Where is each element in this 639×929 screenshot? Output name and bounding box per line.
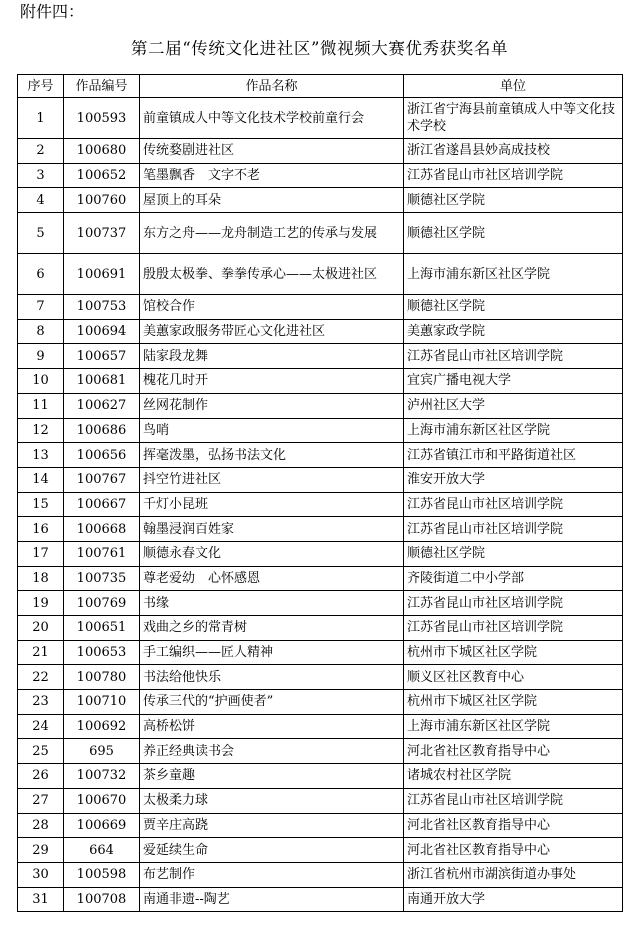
cell-index: 1 bbox=[18, 98, 64, 139]
cell-index: 23 bbox=[18, 690, 64, 715]
cell-unit: 杭州市下城区社区学院 bbox=[404, 690, 623, 715]
cell-unit: 上海市浦东新区社区学院 bbox=[404, 714, 623, 739]
cell-index: 31 bbox=[18, 887, 64, 912]
cell-work-name: 书法给他快乐 bbox=[140, 665, 404, 690]
cell-unit: 浙江省遂昌县妙高成技校 bbox=[404, 139, 623, 164]
cell-index: 10 bbox=[18, 369, 64, 394]
cell-unit: 顺德社区学院 bbox=[404, 541, 623, 566]
cell-index: 20 bbox=[18, 616, 64, 641]
cell-unit: 江苏省镇江市和平路街道社区 bbox=[404, 443, 623, 468]
table-row bbox=[18, 665, 623, 690]
cell-work-name: 陆家段龙舞 bbox=[140, 344, 404, 369]
table-row bbox=[18, 492, 623, 517]
cell-work-code: 100735 bbox=[64, 566, 140, 591]
header-work-name: 作品名称 bbox=[140, 75, 404, 98]
table-row bbox=[18, 393, 623, 418]
cell-index: 19 bbox=[18, 591, 64, 616]
cell-work-code: 100780 bbox=[64, 665, 140, 690]
cell-index: 29 bbox=[18, 838, 64, 863]
cell-unit: 顺义区社区教育中心 bbox=[404, 665, 623, 690]
cell-work-code: 100732 bbox=[64, 764, 140, 789]
cell-index: 8 bbox=[18, 319, 64, 344]
cell-index: 13 bbox=[18, 443, 64, 468]
cell-index: 15 bbox=[18, 492, 64, 517]
cell-work-name: 尊老爱幼 心怀感恩 bbox=[140, 566, 404, 591]
cell-work-name: 殷殷太极拳、拳拳传承心——太极进社区 bbox=[140, 254, 404, 295]
cell-work-name: 爱延续生命 bbox=[140, 838, 404, 863]
cell-index: 26 bbox=[18, 764, 64, 789]
cell-unit: 河北省社区教育指导中心 bbox=[404, 813, 623, 838]
table-body bbox=[18, 98, 623, 912]
cell-index: 3 bbox=[18, 163, 64, 188]
cell-unit: 淮安开放大学 bbox=[404, 467, 623, 492]
cell-index: 16 bbox=[18, 517, 64, 542]
cell-work-name: 传承三代的“护画使者” bbox=[140, 690, 404, 715]
cell-work-code: 100668 bbox=[64, 517, 140, 542]
table-row bbox=[18, 163, 623, 188]
cell-unit: 顺德社区学院 bbox=[404, 213, 623, 254]
cell-unit: 江苏省昆山市社区培训学院 bbox=[404, 163, 623, 188]
cell-work-name: 屋顶上的耳朵 bbox=[140, 188, 404, 213]
header-work-code: 作品编号 bbox=[64, 75, 140, 98]
cell-unit: 顺德社区学院 bbox=[404, 188, 623, 213]
document-title: 第二届“传统文化进社区”微视频大赛优秀获奖名单 bbox=[130, 39, 509, 58]
cell-unit: 浙江省杭州市湖滨街道办事处 bbox=[404, 862, 623, 887]
table-row bbox=[18, 254, 623, 295]
cell-work-code: 100691 bbox=[64, 254, 140, 295]
table-row bbox=[18, 213, 623, 254]
awards-table bbox=[17, 74, 623, 912]
attachment-label: 附件四： bbox=[20, 2, 85, 21]
table-row bbox=[18, 541, 623, 566]
cell-index: 12 bbox=[18, 418, 64, 443]
cell-work-name: 东方之舟——龙舟制造工艺的传承与发展 bbox=[140, 213, 404, 254]
cell-index: 21 bbox=[18, 640, 64, 665]
cell-unit: 江苏省昆山市社区培训学院 bbox=[404, 591, 623, 616]
cell-work-code: 100694 bbox=[64, 319, 140, 344]
cell-work-name: 鸟哨 bbox=[140, 418, 404, 443]
cell-index: 7 bbox=[18, 295, 64, 320]
cell-work-code: 100686 bbox=[64, 418, 140, 443]
cell-index: 25 bbox=[18, 739, 64, 764]
cell-work-name: 手工编织——匠人精神 bbox=[140, 640, 404, 665]
cell-work-code: 100708 bbox=[64, 887, 140, 912]
cell-unit: 江苏省昆山市社区培训学院 bbox=[404, 492, 623, 517]
cell-work-name: 养正经典读书会 bbox=[140, 739, 404, 764]
table-row bbox=[18, 418, 623, 443]
table-row bbox=[18, 616, 623, 641]
cell-index: 17 bbox=[18, 541, 64, 566]
cell-work-name: 南通非遗--陶艺 bbox=[140, 887, 404, 912]
cell-work-code: 100627 bbox=[64, 393, 140, 418]
table-row bbox=[18, 764, 623, 789]
cell-work-code: 100737 bbox=[64, 213, 140, 254]
cell-unit: 南通开放大学 bbox=[404, 887, 623, 912]
cell-index: 27 bbox=[18, 788, 64, 813]
cell-unit: 上海市浦东新区社区学院 bbox=[404, 254, 623, 295]
cell-work-name: 戏曲之乡的常青树 bbox=[140, 616, 404, 641]
table-header-row bbox=[18, 75, 623, 98]
table-row bbox=[18, 591, 623, 616]
cell-work-name: 贾辛庄高跷 bbox=[140, 813, 404, 838]
table-row bbox=[18, 566, 623, 591]
cell-unit: 美蕙家政学院 bbox=[404, 319, 623, 344]
cell-index: 6 bbox=[18, 254, 64, 295]
cell-work-name: 抖空竹进社区 bbox=[140, 467, 404, 492]
cell-work-name: 笔墨飘香 文字不老 bbox=[140, 163, 404, 188]
cell-unit: 杭州市下城区社区学院 bbox=[404, 640, 623, 665]
cell-work-code: 100651 bbox=[64, 616, 140, 641]
cell-work-name: 顺德永春文化 bbox=[140, 541, 404, 566]
header-index: 序号 bbox=[18, 75, 64, 98]
cell-index: 9 bbox=[18, 344, 64, 369]
table-row bbox=[18, 813, 623, 838]
cell-unit: 江苏省昆山市社区培训学院 bbox=[404, 517, 623, 542]
cell-work-name: 丝网花制作 bbox=[140, 393, 404, 418]
table-row bbox=[18, 188, 623, 213]
cell-work-name: 茶乡童趣 bbox=[140, 764, 404, 789]
cell-unit: 浙江省宁海县前童镇成人中等文化技术学校 bbox=[404, 98, 623, 139]
table-row bbox=[18, 640, 623, 665]
table-row bbox=[18, 369, 623, 394]
table-row bbox=[18, 838, 623, 863]
cell-index: 4 bbox=[18, 188, 64, 213]
cell-work-code: 100760 bbox=[64, 188, 140, 213]
table-row bbox=[18, 295, 623, 320]
cell-unit: 宜宾广播电视大学 bbox=[404, 369, 623, 394]
cell-work-code: 695 bbox=[64, 739, 140, 764]
cell-work-code: 100692 bbox=[64, 714, 140, 739]
table-row bbox=[18, 517, 623, 542]
cell-unit: 江苏省昆山市社区培训学院 bbox=[404, 344, 623, 369]
cell-unit: 河北省社区教育指导中心 bbox=[404, 838, 623, 863]
cell-work-name: 高桥松饼 bbox=[140, 714, 404, 739]
cell-work-name: 挥毫泼墨，弘扬书法文化 bbox=[140, 443, 404, 468]
cell-work-code: 100680 bbox=[64, 139, 140, 164]
cell-index: 30 bbox=[18, 862, 64, 887]
cell-work-code: 100681 bbox=[64, 369, 140, 394]
cell-work-code: 100653 bbox=[64, 640, 140, 665]
table-row bbox=[18, 887, 623, 912]
table-row bbox=[18, 739, 623, 764]
table-row bbox=[18, 344, 623, 369]
table-row bbox=[18, 98, 623, 139]
cell-work-code: 100657 bbox=[64, 344, 140, 369]
cell-unit: 江苏省昆山市社区培训学院 bbox=[404, 616, 623, 641]
cell-work-name: 翰墨浸润百姓家 bbox=[140, 517, 404, 542]
cell-index: 28 bbox=[18, 813, 64, 838]
cell-unit: 河北省社区教育指导中心 bbox=[404, 739, 623, 764]
cell-work-code: 100667 bbox=[64, 492, 140, 517]
table-row bbox=[18, 714, 623, 739]
cell-work-name: 千灯小昆班 bbox=[140, 492, 404, 517]
cell-work-name: 馆校合作 bbox=[140, 295, 404, 320]
cell-work-name: 传统婺剧进社区 bbox=[140, 139, 404, 164]
cell-work-code: 664 bbox=[64, 838, 140, 863]
cell-index: 5 bbox=[18, 213, 64, 254]
cell-unit: 顺德社区学院 bbox=[404, 295, 623, 320]
cell-work-name: 太极柔力球 bbox=[140, 788, 404, 813]
cell-unit: 齐陵街道二中小学部 bbox=[404, 566, 623, 591]
table-row bbox=[18, 319, 623, 344]
cell-work-name: 槐花几时开 bbox=[140, 369, 404, 394]
table-row bbox=[18, 467, 623, 492]
cell-unit: 江苏省昆山市社区培训学院 bbox=[404, 788, 623, 813]
cell-unit: 诸城农村社区学院 bbox=[404, 764, 623, 789]
cell-work-code: 100598 bbox=[64, 862, 140, 887]
cell-work-code: 100761 bbox=[64, 541, 140, 566]
cell-work-name: 布艺制作 bbox=[140, 862, 404, 887]
cell-index: 24 bbox=[18, 714, 64, 739]
table-row bbox=[18, 862, 623, 887]
cell-index: 2 bbox=[18, 139, 64, 164]
cell-work-code: 100753 bbox=[64, 295, 140, 320]
cell-work-code: 100769 bbox=[64, 591, 140, 616]
cell-index: 14 bbox=[18, 467, 64, 492]
table-row bbox=[18, 788, 623, 813]
cell-work-name: 书缘 bbox=[140, 591, 404, 616]
cell-index: 18 bbox=[18, 566, 64, 591]
cell-work-name: 美蕙家政服务带匠心文化进社区 bbox=[140, 319, 404, 344]
cell-work-code: 100670 bbox=[64, 788, 140, 813]
cell-work-code: 100656 bbox=[64, 443, 140, 468]
cell-index: 22 bbox=[18, 665, 64, 690]
cell-work-code: 100767 bbox=[64, 467, 140, 492]
header-unit: 单位 bbox=[404, 75, 623, 98]
cell-work-code: 100669 bbox=[64, 813, 140, 838]
cell-work-name: 前童镇成人中等文化技术学校前童行会 bbox=[140, 98, 404, 139]
cell-work-code: 100710 bbox=[64, 690, 140, 715]
cell-unit: 泸州社区大学 bbox=[404, 393, 623, 418]
cell-work-code: 100593 bbox=[64, 98, 140, 139]
table-row bbox=[18, 690, 623, 715]
table-row bbox=[18, 139, 623, 164]
table-row bbox=[18, 443, 623, 468]
cell-unit: 上海市浦东新区社区学院 bbox=[404, 418, 623, 443]
cell-index: 11 bbox=[18, 393, 64, 418]
cell-work-code: 100652 bbox=[64, 163, 140, 188]
